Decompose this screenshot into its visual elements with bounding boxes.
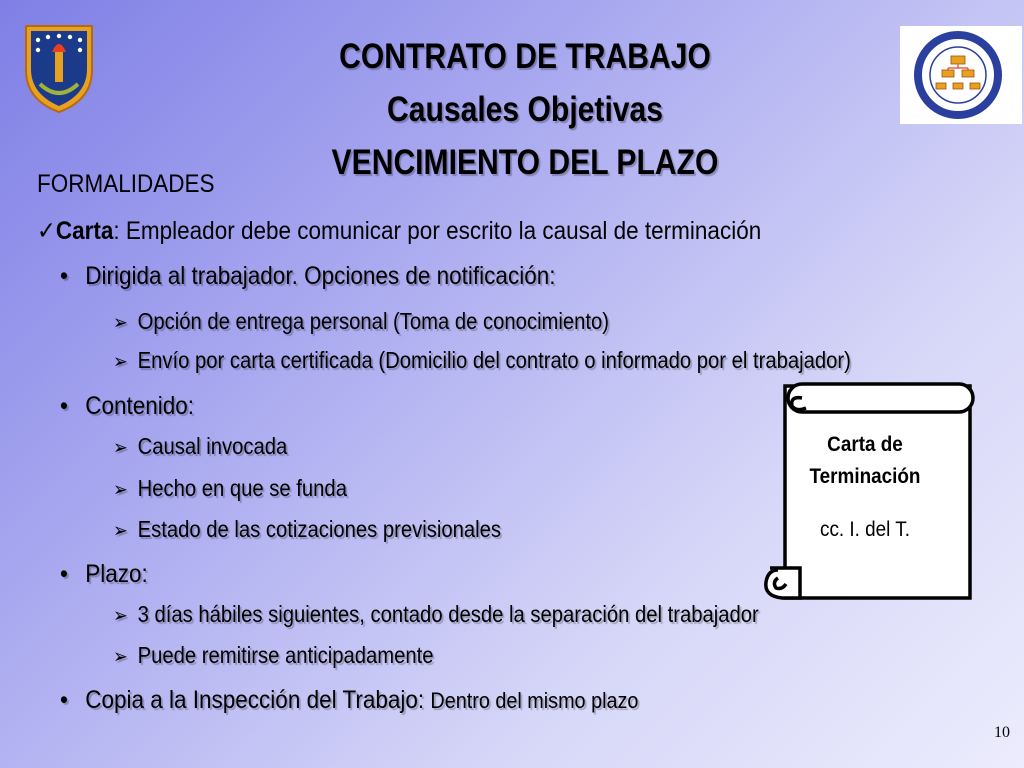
slide-title	[280, 30, 770, 189]
sub-bullet-text: Estado de las cotizaciones previsionales	[137, 516, 502, 542]
arrow-bullet-icon: ➢	[113, 479, 128, 501]
sub-bullet-text: Causal invocada	[137, 433, 288, 459]
title-line-2: Causales Objetivas	[386, 90, 664, 129]
arrow-bullet-icon: ➢	[113, 351, 128, 373]
carta-line	[37, 216, 761, 246]
list-item	[113, 433, 287, 460]
bullet-text-small: Dentro del mismo plazo	[430, 688, 639, 713]
sub-bullet-text: 3 días hábiles siguientes, contado desde la separación del trabajador	[137, 601, 759, 627]
scroll-line-2: Terminación	[809, 465, 921, 488]
carta-bold: Carta	[55, 217, 114, 245]
scroll-label	[793, 428, 937, 542]
bullet-icon: •	[60, 560, 68, 588]
list-item	[60, 392, 194, 421]
scroll-line-1: Carta de	[827, 433, 903, 456]
list-item	[60, 560, 148, 589]
arrow-bullet-icon: ➢	[113, 520, 128, 542]
title-line-1: CONTRATO DE TRABAJO	[339, 37, 711, 76]
list-item	[113, 347, 851, 374]
list-item	[60, 262, 555, 291]
sub-bullet-text: Envío por carta certificada (Domicilio del contrato o informado por el trabajador)	[137, 347, 851, 373]
bullet-text: Plazo:	[85, 560, 148, 588]
section-heading: FORMALIDADES	[37, 170, 215, 198]
list-item	[60, 686, 638, 715]
scroll-line-3: cc. I. del T.	[820, 518, 910, 541]
arrow-bullet-icon: ➢	[113, 312, 128, 334]
list-item	[113, 601, 759, 628]
arrow-bullet-icon: ➢	[113, 605, 128, 627]
list-item	[113, 642, 434, 669]
bullet-text: Copia a la Inspección del Trabajo:	[85, 686, 431, 714]
sub-bullet-text: Opción de entrega personal (Toma de conocimiento)	[137, 308, 610, 334]
bullet-icon: •	[60, 392, 68, 420]
list-item	[113, 308, 609, 335]
university-crest-icon	[22, 22, 96, 114]
page-number: 10	[994, 724, 1010, 741]
arrow-bullet-icon: ➢	[113, 646, 128, 668]
list-item	[113, 516, 501, 543]
check-icon: ✓	[37, 217, 56, 245]
title-line-3: VENCIMIENTO DEL PLAZO	[331, 143, 719, 182]
arrow-bullet-icon: ➢	[113, 437, 128, 459]
bullet-text: Dirigida al trabajador. Opciones de notificación:	[85, 262, 556, 290]
list-item	[113, 475, 347, 502]
sub-bullet-text: Hecho en que se funda	[137, 475, 347, 501]
carta-text: : Empleador debe comunicar por escrito la causal de terminación	[113, 217, 762, 245]
department-seal-icon	[900, 26, 1022, 124]
sub-bullet-text: Puede remitirse anticipadamente	[137, 642, 434, 668]
bullet-icon: •	[60, 686, 68, 714]
bullet-icon: •	[60, 262, 68, 290]
bullet-text: Contenido:	[85, 392, 195, 420]
